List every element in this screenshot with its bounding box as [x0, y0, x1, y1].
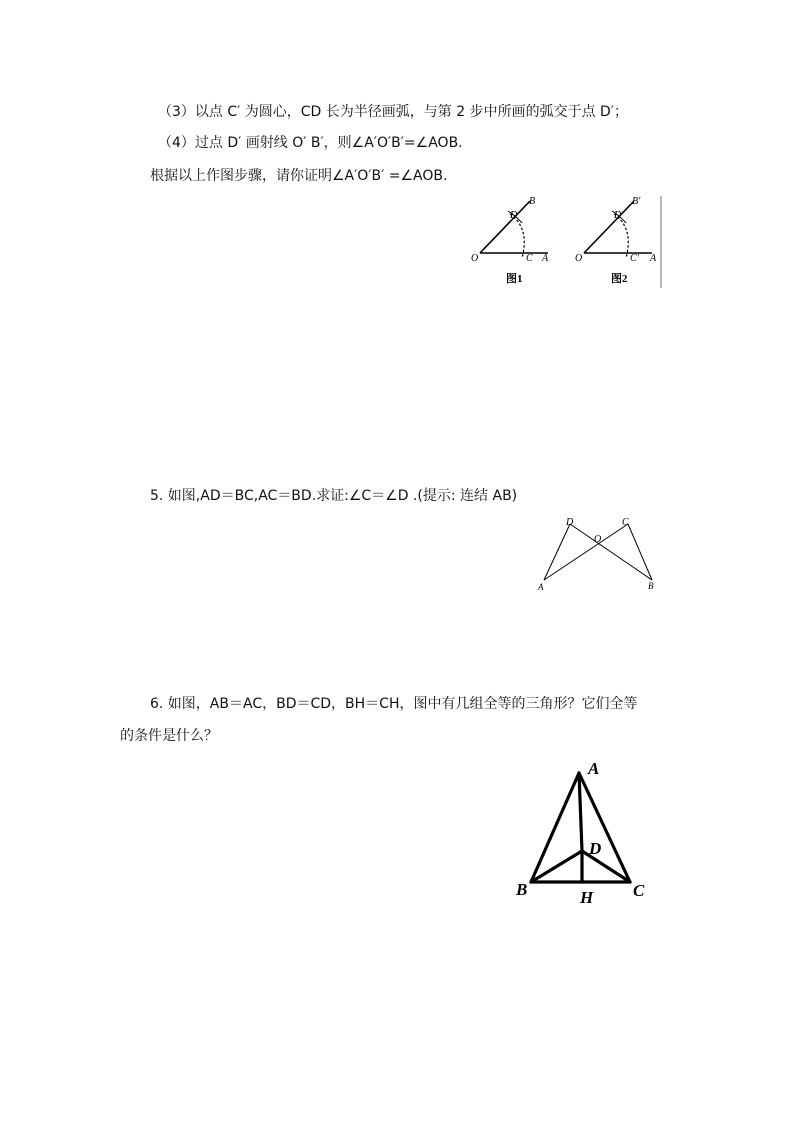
label-C: C [633, 881, 645, 900]
problem-6-line-2: 的条件是什么？ [120, 728, 218, 744]
label-D: D [589, 839, 602, 858]
label-A: A [588, 759, 600, 778]
figure-2 [572, 192, 666, 290]
label-C: C [526, 253, 533, 264]
segment-ad [579, 773, 582, 851]
label-D: D [566, 517, 574, 528]
label-C-prime: C′ [630, 253, 639, 264]
label-O: O [594, 534, 602, 545]
problem-6-figure [510, 756, 660, 910]
label-A: A [650, 253, 657, 264]
figure-1-caption: 图1 [506, 273, 523, 285]
label-A: A [542, 253, 549, 264]
step-4-text: （4）过点 D′ 画射线 O′ B′，则∠A′O′B′=∠AOB. [158, 135, 463, 151]
label-C: C [622, 517, 629, 528]
figure-1 [468, 192, 560, 290]
problem-5-figure [534, 512, 664, 596]
problem-5-text: 5. 如图,AD＝BC,AC＝BD.求证:∠C＝∠D .(提示: 连结 AB) [150, 488, 518, 504]
figure-2-caption: 图2 [611, 273, 628, 285]
label-B: B [529, 196, 536, 207]
problem-6-line-1: 6. 如图，AB＝AC，BD＝CD，BH＝CH，图中有几组全等的三角形？它们全等 [150, 696, 638, 712]
step-3-text: （3）以点 C′ 为圆心，CD 长为半径画弧，与第 2 步中所画的弧交于点 D′； [158, 104, 628, 120]
label-D-prime: D′ [614, 210, 624, 221]
label-A: A [538, 582, 544, 592]
label-D: D [510, 210, 518, 221]
proof-prompt-text: 根据以上作图步骤，请你证明∠A′O′B′ =∠AOB. [150, 168, 448, 184]
label-B-prime: B′ [632, 196, 641, 207]
ray-ob [480, 201, 530, 253]
label-O: O [575, 253, 583, 264]
label-B: B [648, 581, 654, 591]
label-O: O [471, 253, 479, 264]
label-B: B [516, 880, 528, 899]
ray-o-b-prime [584, 201, 634, 253]
label-H: H [580, 888, 594, 907]
